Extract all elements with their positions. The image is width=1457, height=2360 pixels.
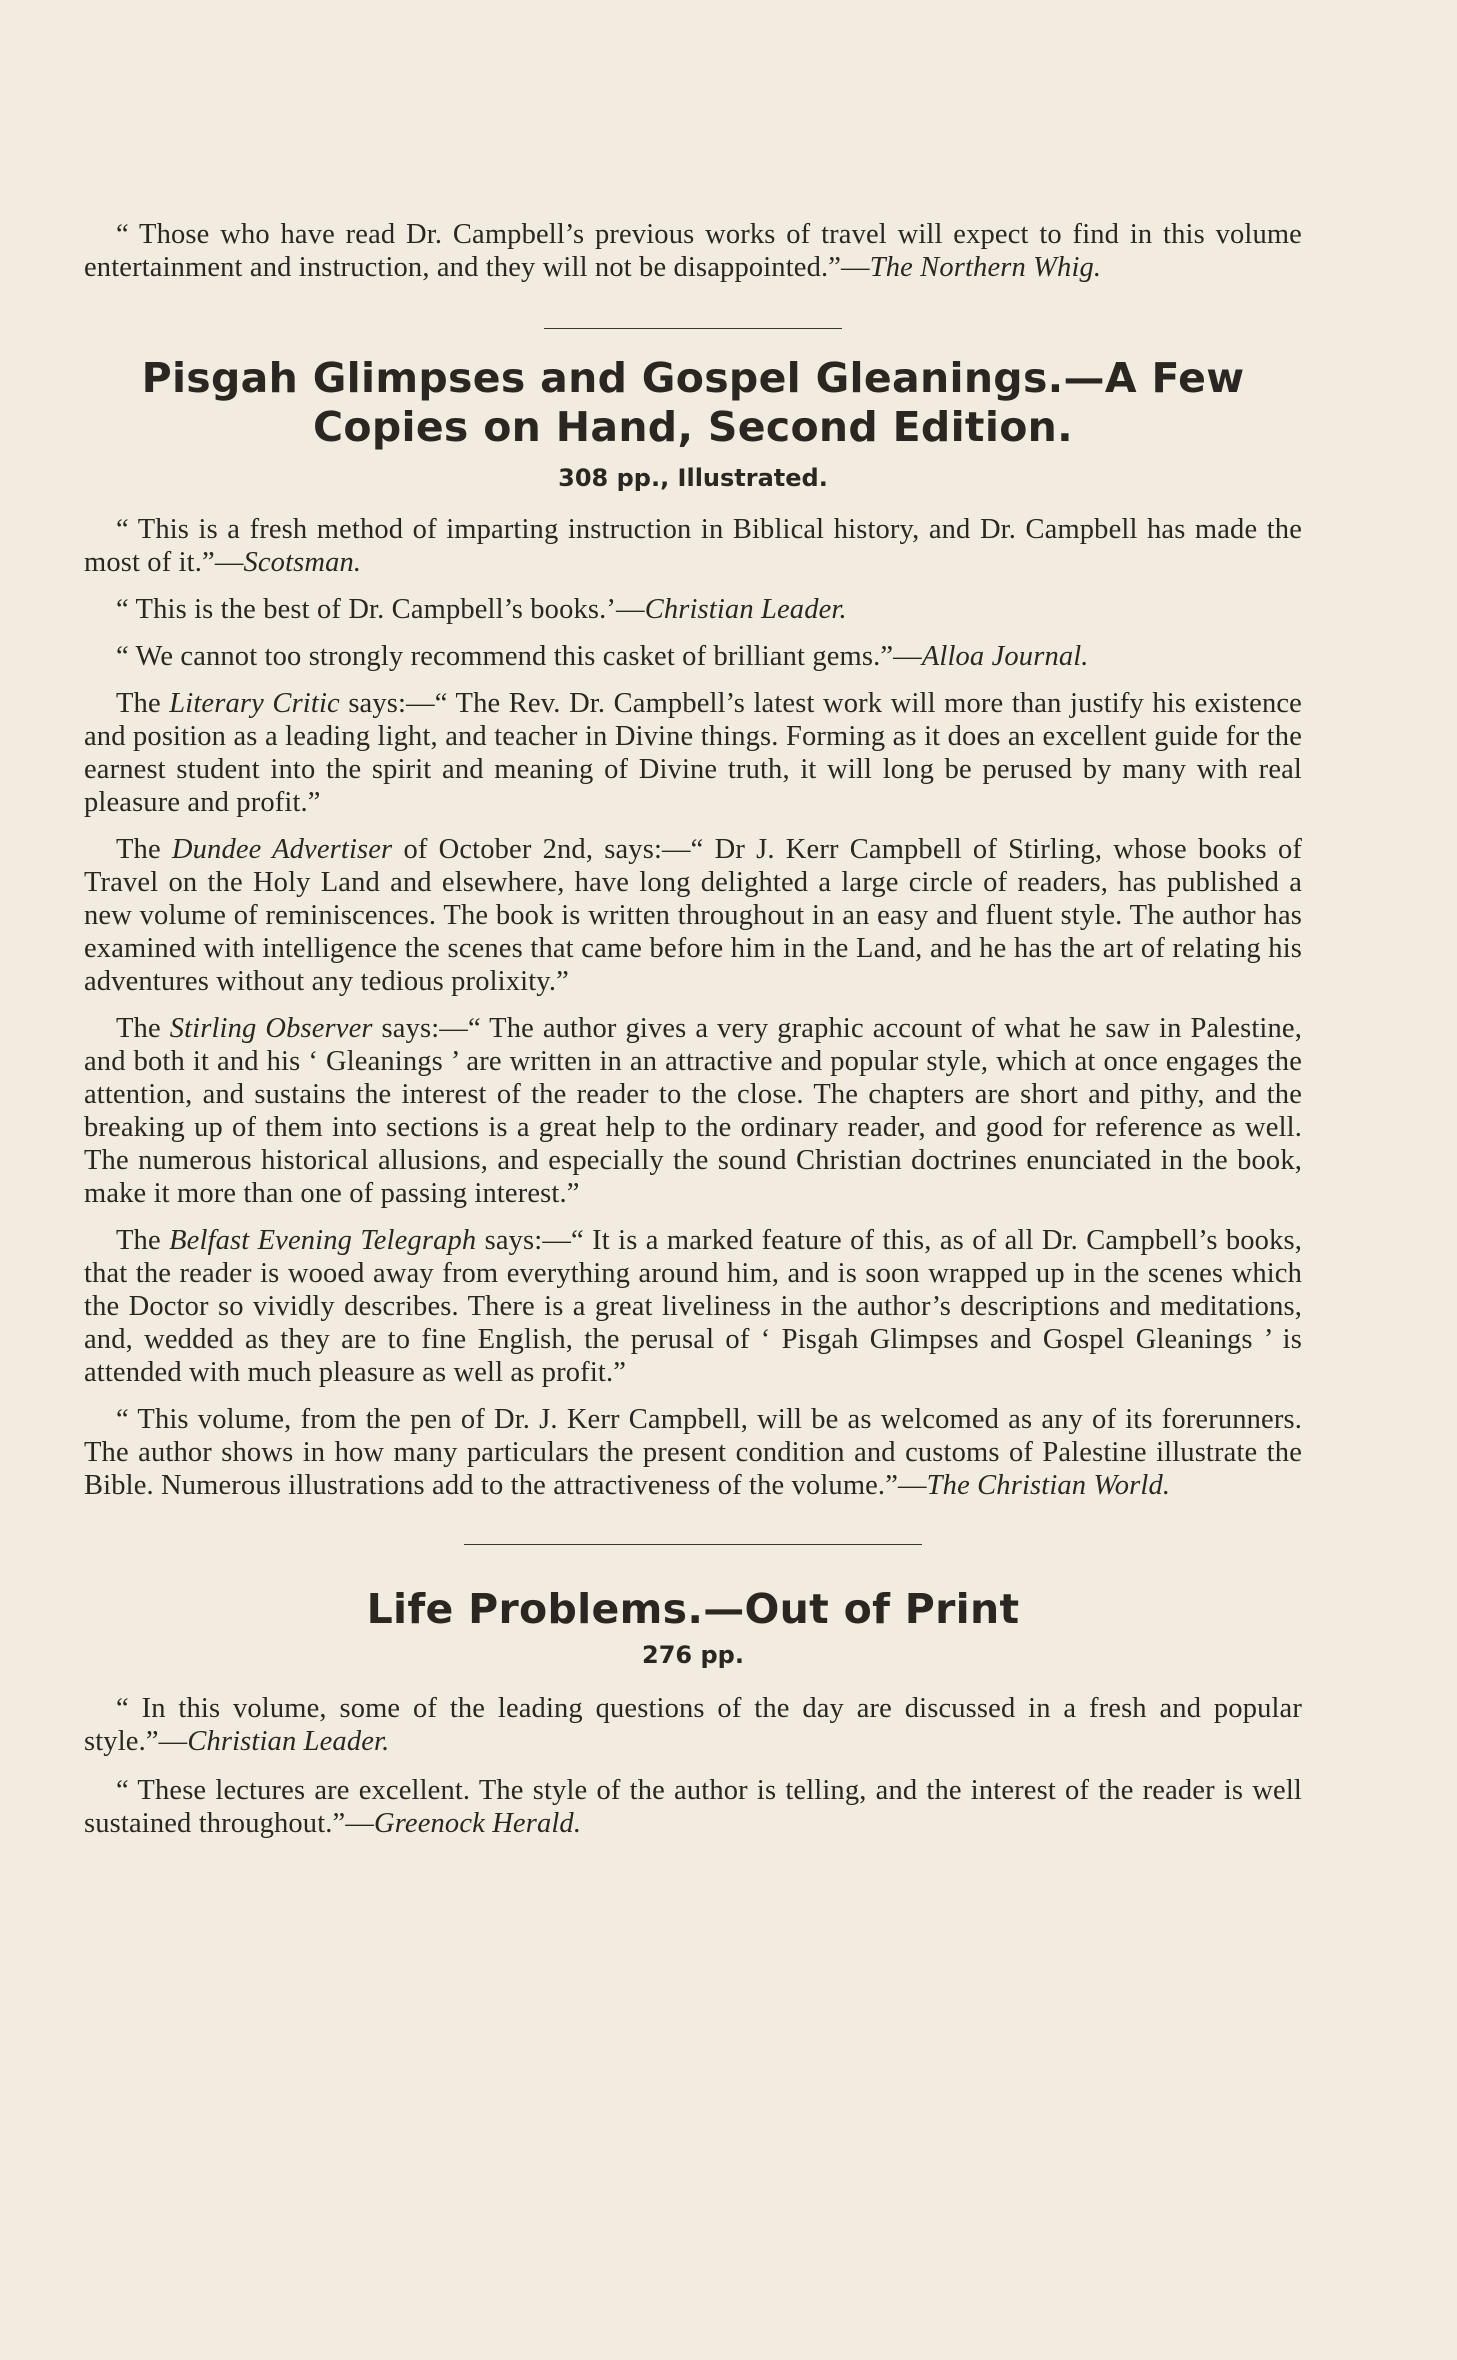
book2-review-1 xyxy=(84,1692,1302,1758)
review-text: “ This volume, from the pen of Dr. J. Kerr Campbell, will be as welcomed as any of its forerunners. The author shows in how many particulars the present condition and customs of Palestine illustrate the Bible. Numerous illustrations add to the attractiveness of the volume.”— xyxy=(84,1404,1302,1501)
review-text: “ This is the best of Dr. Campbell’s books.’— xyxy=(116,594,645,625)
review-publication: Literary Critic xyxy=(169,688,340,719)
book1-review-4 xyxy=(84,687,1302,819)
review-source: Christian Leader. xyxy=(187,1726,390,1757)
review-source: Greenock Herald. xyxy=(374,1808,582,1839)
review-text: “ These lectures are excellent. The style of the author is telling, and the interest of the reader is well sustained throughout.”— xyxy=(84,1775,1302,1839)
intro-quote-text: “ Those who have read Dr. Campbell’s previous works of travel will expect to find in this volume entertainment and instruction, and they will not be disappointed.”— xyxy=(84,219,1302,283)
review-text: of October 2nd, says:—“ Dr J. Kerr Campbell of Stirling, whose books of Travel on the Holy Land and elsewhere, have long delighted a large circle of readers, has published a new volume of reminiscences. The book is written throughout in an easy and fluent style. The author has examined with intelligence the scenes that came before him in the Land, and he has the art of relating his adventures without any tedious prolixity.” xyxy=(84,834,1302,997)
book2-meta: 276 pp. xyxy=(642,1641,744,1669)
review-publication: Dundee Advertiser xyxy=(171,834,393,865)
review-pre: The xyxy=(116,834,172,865)
review-source: Alloa Journal. xyxy=(921,641,1089,672)
review-pre: The xyxy=(116,1013,170,1044)
book1-title-line1: Pisgah Glimpses and Gospel Gleanings.—A Few xyxy=(141,354,1245,402)
book1-meta: 308 pp., Illustrated. xyxy=(558,464,828,492)
divider-rule xyxy=(464,1544,922,1545)
book2-review-2 xyxy=(84,1774,1302,1840)
intro-quote xyxy=(84,218,1302,284)
book1-review-5 xyxy=(84,833,1302,998)
review-source: Christian Leader. xyxy=(644,594,847,625)
review-text: says:—“ The Rev. Dr. Campbell’s latest work will more than justify his existence and position as a leading light, and teacher in Divine things. Forming as it does an excellent guide for the earnest student into the spirit and meaning of Divine truth, it will long be perused by many with real pleasure and profit.” xyxy=(84,688,1302,818)
book1-review-7 xyxy=(84,1224,1302,1389)
review-pre: The xyxy=(116,688,170,719)
book1-review-1 xyxy=(84,513,1302,579)
review-text: “ We cannot too strongly recommend this casket of brilliant gems.”— xyxy=(116,641,922,672)
review-source: The Christian World. xyxy=(926,1470,1171,1501)
book1-review-6 xyxy=(84,1012,1302,1210)
book2-title: Life Problems.—Out of Print xyxy=(366,1585,1020,1633)
review-publication: Stirling Observer xyxy=(169,1013,373,1044)
book1-review-2 xyxy=(84,593,1302,626)
book1-review-8 xyxy=(84,1403,1302,1502)
review-publication: Belfast Evening Telegraph xyxy=(169,1225,477,1256)
intro-quote-source: The Northern Whig. xyxy=(869,252,1102,283)
review-pre: The xyxy=(116,1225,170,1256)
review-text: “ In this volume, some of the leading questions of the day are discussed in a fresh and popular style.”— xyxy=(84,1693,1302,1757)
book1-review-3 xyxy=(84,640,1302,673)
review-text: says:—“ It is a marked feature of this, as of all Dr. Campbell’s books, that the reader is wooed away from everything around him, and is soon wrapped up in the scenes which the Doctor so vividly describes. There is a great liveliness in the author’s descriptions and meditations, and, wedded as they are to fine English, the perusal of ‘ Pisgah Glimpses and Gospel Gleanings ’ is attended with much pleasure as well as profit.” xyxy=(84,1225,1303,1388)
book1-title-line2: Copies on Hand, Second Edition. xyxy=(312,403,1074,451)
review-source: Scotsman. xyxy=(243,547,362,578)
review-text: says:—“ The author gives a very graphic account of what he saw in Palestine, and both it and his ‘ Gleanings ’ are written in an attractive and popular style, which at once engages the attention, and sustains the interest of the reader to the close. The chapters are short and pithy, and the breaking up of them into sections is a great help to the ordinary reader, and good for reference as well. The numerous historical allusions, and especially the sound Christian doctrines enunciated in the book, make it more than one of passing interest.” xyxy=(84,1013,1302,1209)
divider-rule xyxy=(544,328,842,329)
review-text: “ This is a fresh method of imparting instruction in Biblical history, and Dr. Campbell has made the most of it.”— xyxy=(84,514,1302,578)
book1-title xyxy=(84,354,1302,452)
